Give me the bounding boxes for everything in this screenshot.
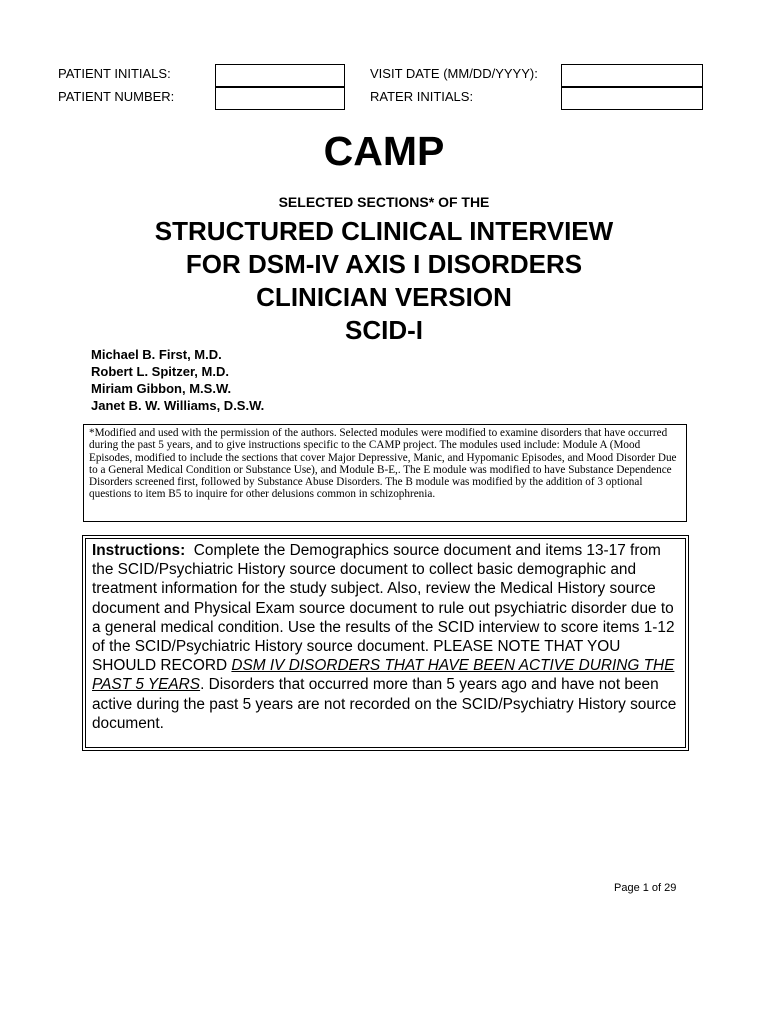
page-number: Page 1 of 29 — [614, 882, 677, 894]
instrument-title-line: STRUCTURED CLINICAL INTERVIEW — [154, 216, 614, 246]
author-name: Janet B. W. Williams, D.S.W. — [91, 398, 265, 413]
instrument-title-line: CLINICIAN VERSION — [256, 282, 512, 312]
instructions-label: Instructions: — [92, 542, 186, 559]
instrument-title — [0, 215, 768, 347]
visit-date-label: VISIT DATE (MM/DD/YYYY): — [370, 66, 538, 81]
instructions-text: Complete the Demographics source document and items 13-17 from the SCID/Psychiatric History source document to collect basic demographic and treatment information for the study subject. Also, review the Medical History source document and Physical Exam source document to rule out psychiatric disorder due to a general medical condition. Use the results of the SCID interview to score items 1-12 of the SCID/Psychiatric History source document. PLEASE NOTE THAT YOU SHOULD RECORD — [92, 542, 675, 675]
patient-number-label: PATIENT NUMBER: — [58, 89, 175, 104]
document-title: CAMP — [323, 128, 445, 174]
instrument-title-line: FOR DSM-IV AXIS I DISORDERS — [185, 249, 583, 279]
instructions-emphasis: DSM IV DISORDERS THAT HAVE BEEN ACTIVE DURING THE PAST 5 YEARS — [92, 657, 675, 694]
document-subtitle: SELECTED SECTIONS* OF THE — [278, 194, 490, 210]
author-name: Miriam Gibbon, M.S.W. — [91, 381, 232, 396]
patient-number-field[interactable] — [215, 87, 345, 110]
instructions-box — [82, 535, 689, 751]
author-list — [91, 346, 264, 414]
patient-initials-field[interactable] — [215, 64, 345, 87]
author-name: Robert L. Spitzer, M.D. — [91, 364, 229, 379]
author-name: Michael B. First, M.D. — [91, 347, 222, 362]
rater-initials-field[interactable] — [561, 87, 703, 110]
patient-initials-label: PATIENT INITIALS: — [58, 66, 171, 81]
rater-initials-label: RATER INITIALS: — [370, 89, 474, 104]
instructions-text-end: . Disorders that occurred more than 5 years ago and have not been active during the past 5 years are not recorded on the SCID/Psychiatry History source document. — [92, 676, 677, 732]
visit-date-field[interactable] — [561, 64, 703, 87]
instrument-title-line: SCID-I — [345, 315, 423, 345]
modification-note: *Modified and used with the permission of the authors. Selected modules were modified to examine disorders that have occurred during the past 5 years, and to give instructions specific to the CAMP project. The modules used include: Module A (Mood Episodes, modified to include the sections that cover Major Depressive, Manic, and Hypomanic Episodes, and Mood Disorder Due to a General Medical Condition or Substance Use), and Module B-E,. The E module was modified to have Substance Dependence Disorders screened first, followed by Substance Abuse Disorders. The B module was modified by the addition of 3 optional questions to item B5 to inquire for other delusions common in schizophrenia. — [83, 424, 687, 522]
